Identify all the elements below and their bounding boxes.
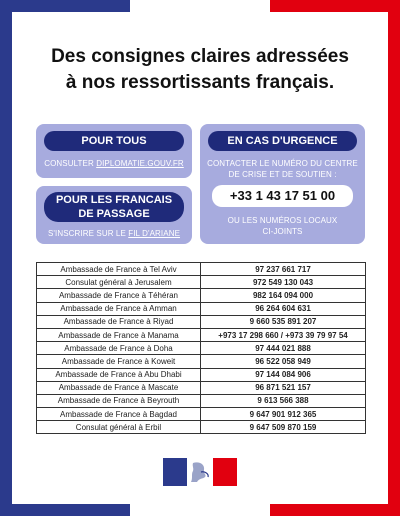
embassy-phone-cell[interactable]: 9 613 566 388 <box>201 394 366 407</box>
page-title-line-2: à nos ressortissants français. <box>65 72 335 93</box>
embassy-name-cell: Ambassade de France à Tel Aviv <box>37 263 201 276</box>
pour-tous-pill: POUR TOUS <box>44 131 184 151</box>
table-row <box>37 381 366 394</box>
urgence-pill: EN CAS D'URGENCE <box>208 131 357 151</box>
contact-text <box>200 158 365 180</box>
embassy-phone-cell[interactable]: +973 17 298 660 / +973 39 79 97 54 <box>201 328 366 341</box>
local-numbers-line-1: OU LES NUMÉROS LOCAUX <box>227 216 338 225</box>
inscrire-text <box>36 229 192 238</box>
embassy-name-cell: Ambassade de France à Téhéran <box>37 289 201 302</box>
embassy-phone-cell[interactable]: 97 444 021 888 <box>201 342 366 355</box>
logo-white-band <box>187 458 213 486</box>
embassy-phone-cell[interactable]: 96 264 604 631 <box>201 302 366 315</box>
embassy-phone-cell[interactable]: 972 549 130 043 <box>201 276 366 289</box>
logo-red-band <box>213 458 237 486</box>
embassy-phone-cell[interactable]: 96 871 521 157 <box>201 381 366 394</box>
urgence-panel <box>200 124 365 244</box>
fil-ariane-link[interactable]: FIL D'ARIANE <box>128 229 181 238</box>
flag-blue-left-stripe <box>0 0 12 516</box>
flag-red-right-stripe <box>388 0 400 516</box>
embassy-phone-cell[interactable]: 9 647 901 912 365 <box>201 408 366 421</box>
francais-de-passage-panel <box>36 186 192 244</box>
flag-red-bottom-stripe <box>270 504 400 516</box>
embassy-phone-cell[interactable]: 9 647 509 870 159 <box>201 421 366 434</box>
consulter-text <box>36 159 192 168</box>
consulter-label: CONSULTER <box>44 159 94 168</box>
logo-blue-band <box>163 458 187 486</box>
table-row <box>37 315 366 328</box>
flag-red-top-stripe <box>270 0 400 12</box>
crisis-center-phone[interactable]: +33 1 43 17 51 00 <box>212 185 353 207</box>
inscrire-label: S'INSCRIRE SUR LE <box>47 229 126 238</box>
embassy-contacts-table <box>36 262 366 434</box>
embassy-phone-cell[interactable]: 982 164 094 000 <box>201 289 366 302</box>
contact-text-line-1: CONTACTER LE NUMÉRO DU CENTRE <box>207 159 358 168</box>
table-row <box>37 302 366 315</box>
local-numbers-line-2: CI-JOINTS <box>262 227 303 236</box>
table-row <box>37 289 366 302</box>
embassy-name-cell: Ambassade de France à Abu Dhabi <box>37 368 201 381</box>
pour-tous-panel <box>36 124 192 178</box>
embassy-phone-cell[interactable]: 97 237 661 717 <box>201 263 366 276</box>
francais-de-passage-pill <box>44 192 184 222</box>
table-row <box>37 394 366 407</box>
embassy-name-cell: Ambassade de France à Beyrouth <box>37 394 201 407</box>
pill-line-2: DE PASSAGE <box>78 208 150 220</box>
local-numbers-text <box>200 215 365 237</box>
table-row <box>37 368 366 381</box>
embassy-phone-cell[interactable]: 97 144 084 906 <box>201 368 366 381</box>
embassy-name-cell: Ambassade de France à Amman <box>37 302 201 315</box>
embassy-name-cell: Ambassade de France à Bagdad <box>37 408 201 421</box>
table-row <box>37 408 366 421</box>
diplomatie-link[interactable]: DIPLOMATIE.GOUV.FR <box>96 159 184 168</box>
table-row <box>37 421 366 434</box>
flag-blue-top-stripe <box>0 0 130 12</box>
table-row <box>37 276 366 289</box>
table-row <box>37 342 366 355</box>
table-row <box>37 328 366 341</box>
embassy-name-cell: Consulat général à Erbil <box>37 421 201 434</box>
contact-text-line-2: DE CRISE ET DE SOUTIEN : <box>228 170 337 179</box>
page-title <box>20 44 380 96</box>
embassy-name-cell: Ambassade de France à Mascate <box>37 381 201 394</box>
flag-blue-bottom-stripe <box>0 504 130 516</box>
pill-line-1: POUR LES FRANCAIS <box>55 194 173 206</box>
table-row <box>37 263 366 276</box>
marianne-logo <box>163 458 237 486</box>
embassy-name-cell: Consulat général à Jerusalem <box>37 276 201 289</box>
embassy-name-cell: Ambassade de France à Doha <box>37 342 201 355</box>
embassy-phone-cell[interactable]: 96 522 058 949 <box>201 355 366 368</box>
embassy-name-cell: Ambassade de France à Koweit <box>37 355 201 368</box>
embassy-name-cell: Ambassade de France à Manama <box>37 328 201 341</box>
page-title-line-1: Des consignes claires adressées <box>51 46 349 67</box>
table-row <box>37 355 366 368</box>
marianne-profile-icon <box>187 458 213 486</box>
embassy-phone-cell[interactable]: 9 660 535 891 207 <box>201 315 366 328</box>
embassy-name-cell: Ambassade de France à Riyad <box>37 315 201 328</box>
